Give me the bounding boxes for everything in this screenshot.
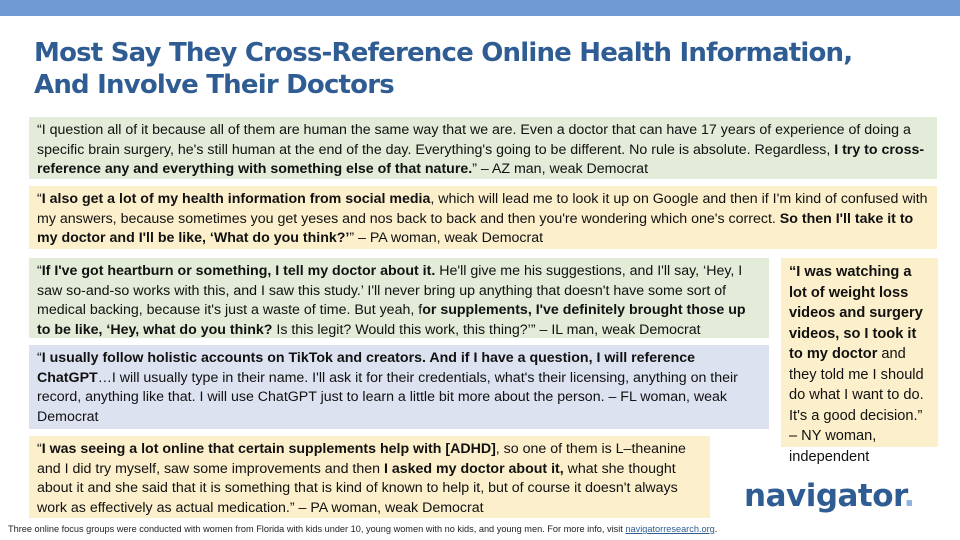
quote-highlight: I usually follow holistic accounts on TikTok and creators. And if I have a question, I will reference ChatGPT — [37, 350, 696, 386]
quote-text: “ — [37, 441, 42, 457]
quote-box-tiktok-chatgpt — [29, 345, 769, 429]
quote-highlight: or supplements, I've definitely brought those up to be like, ‘Hey, what do you think? — [37, 302, 746, 338]
quote-text: and they told me I should do what I want to do. It's a good decision.” – NY woman, independent — [789, 346, 924, 465]
quote-text: …I will usually type in their name. I'll ask it for their credentials, what's their licensing, anything on their record, anything like that. I will use ChatGPT just to learn a little bit more about the person. – FL woman, weak Democrat — [37, 369, 738, 425]
quote-highlight: I was seeing a lot online that certain supplements help with [ADHD] — [41, 441, 496, 457]
quote-box-social-media — [29, 186, 937, 249]
slide-title: Most Say They Cross-Reference Online Health Information, And Involve Their Doctors — [34, 38, 853, 100]
quote-text: “ — [37, 263, 42, 279]
quote-text: Is this legit? Would this work, this thing?’” – IL man, weak Democrat — [272, 321, 701, 338]
quote-highlight: I asked my doctor about it, — [383, 460, 564, 477]
quote-text: ” – PA woman, weak Democrat — [349, 230, 544, 246]
footer-end: . — [714, 524, 718, 534]
quote-box-cross-reference — [29, 117, 937, 179]
quote-box-heartburn — [29, 258, 769, 338]
logo-dot: . — [903, 478, 915, 514]
quote-text: , which will lead me to look it up on Google and then if I'm kind of confused with my answers, because sometimes you get yeses and nos back to back and then you're wondering which one's correct. — [37, 191, 928, 227]
footer-note — [8, 524, 958, 534]
quote-highlight: If I've got heartburn or something, I tell my doctor about it. — [41, 263, 436, 279]
quote-text: what she thought about it and she said that it is something that is kind of known to help it, but of course it doesn't always work as effectively as actual medication.” – PA woman, weak Democrat — [37, 460, 678, 516]
footer-link[interactable]: navigatorresearch.org — [625, 524, 715, 534]
logo-text: navigator — [744, 478, 904, 514]
quote-text: , so one of them is L–theanine and I did try myself, saw some improvements and then — [37, 441, 686, 477]
quote-text: ” – AZ man, weak Democrat — [472, 161, 649, 177]
quote-highlight: I also get a lot of my health information from social media — [41, 191, 431, 207]
quote-box-adhd-supplements — [29, 436, 710, 518]
quote-text: “I question all of it because all of them are human the same way that we are. Even a doctor that can have 17 years of experience of doing a specific brain surgery, he's still human at the end of the day. Everything's going to be different. No rule is absolute. Regardless, — [37, 122, 911, 158]
quote-text: “ — [37, 191, 42, 207]
quote-box-weight-loss — [781, 258, 938, 465]
quote-highlight: So then I'll take it to my doctor and I'll be like, ‘What do you think?’ — [37, 210, 914, 246]
quote-text: He'll give me his suggestions, and I'll say, ‘Hey, I saw so-and-so works with this, and I saw this study.’ I'll never bring up anything that doesn't have some sort of medical backing, because it's just a waste of time. But yeah, f — [37, 263, 743, 318]
footer-text: Three online focus groups were conducted with women from Florida with kids under 10, young women with no kids, and young men. For more info, visit — [8, 524, 626, 534]
quote-highlight: I try to cross-reference any and everything with something else of that nature. — [37, 141, 925, 177]
quote-highlight: “I was watching a lot of weight loss videos and surgery videos, so I took it to my doctor — [789, 264, 923, 362]
quote-text: “ — [37, 350, 42, 366]
top-accent-bar — [0, 0, 960, 16]
navigator-logo — [744, 478, 915, 514]
